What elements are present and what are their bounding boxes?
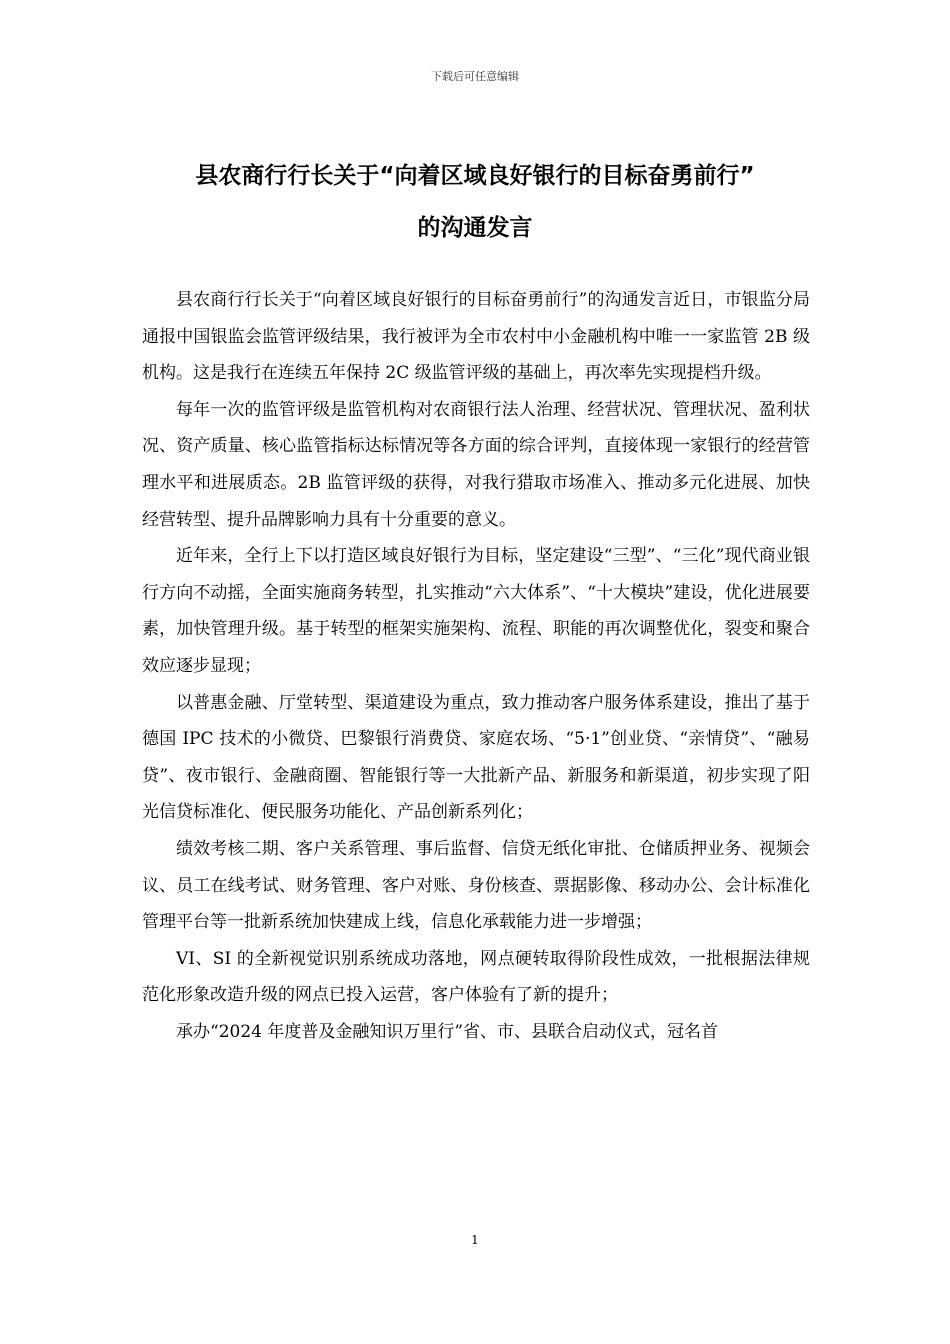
paragraph: 县农商行行长关于“向着区域良好银行的目标奋勇前行”的沟通发言近日，市银监分局通报中国银监会监管评级结果，我行被评为全市农村中小金融机构中唯一一家监管 2B 级机构。这是我行在连续五年保持 2C 级监管评级的基础上，再次率先实现提档升级。 — [142, 290, 810, 384]
title-line-1: 县农商行行长关于“向着区域良好银行的目标奋勇前行” — [195, 163, 755, 189]
header-note: 下载后可任意编辑 — [431, 70, 519, 83]
paragraph: 承办“2024 年度普及金融知识万里行”省、市、县联合启动仪式，冠名首 — [176, 1021, 719, 1042]
paragraph: VI、SI 的全新视觉识别系统成功落地，网点硬转取得阶段性成效，一批根据法律规范化形象改造升级的网点已投入运营，客户体验有了新的提升； — [142, 948, 810, 1006]
paragraph: 绩效考核二期、客户关系管理、事后监督、信贷无纸化审批、仓储质押业务、视频会议、员工在线考试、财务管理、客户对账、身份核查、票据影像、移动办公、会计标准化管理平台等一批新系统加快建成上线，信息化承载能力进一步增强； — [142, 838, 810, 933]
page-number: 1 — [471, 1233, 479, 1247]
document-body — [142, 282, 810, 1050]
paragraph: 每年一次的监管评级是监管机构对农商银行法人治理、经营状况、管理状况、盈利状况、资产质量、核心监管指标达标情况等各方面的综合评判，直接体现一家银行的经营管理水平和进展质态。2B 监管评级的获得，对我行猎取市场准入、推动多元化进展、加快经营转型、提升品牌影响力具有十分重要的意义。 — [142, 399, 810, 530]
title-line-2: 的沟通发言 — [417, 215, 533, 241]
paragraph: 以普惠金融、厅堂转型、渠道建设为重点，致力推动客户服务体系建设，推出了基于德国 IPC 技术的小微贷、巴黎银行消费贷、家庭农场、“5·1”创业贷、“亲情贷”、“融易贷”、夜市银行、金融商圈、智能银行等一大批新产品、新服务和新渠道，初步实现了阳光信贷标准化、便民服务功能化、产品创新系列化； — [142, 692, 810, 823]
paragraph: 近年来，全行上下以打造区域良好银行为目标，坚定建设“三型”、“三化”现代商业银行方向不动摇，全面实施商务转型，扎实推动“六大体系”、“十大模块”建设，优化进展要素，加快管理升级。基于转型的框架实施架构、流程、职能的再次调整优化，裂变和聚合效应逐步显现； — [142, 546, 810, 676]
document-title — [120, 150, 830, 254]
